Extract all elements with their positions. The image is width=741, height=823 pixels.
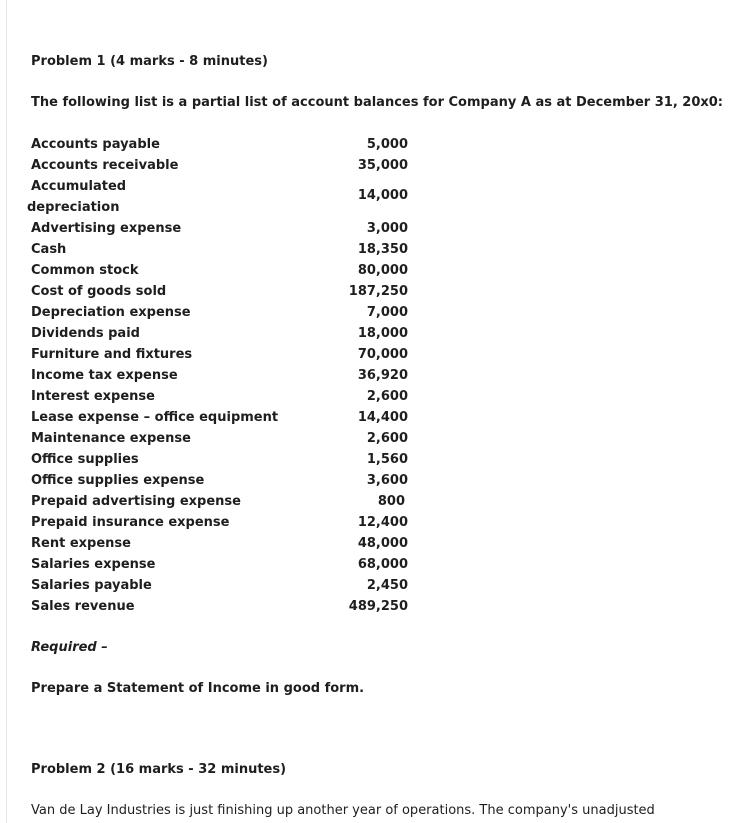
account-value: 5,000 (366, 137, 408, 152)
account-value: 68,000 (357, 557, 408, 572)
account-name: Advertising expense (31, 221, 182, 236)
account-value: 2,600 (366, 431, 408, 446)
account-value: 3,600 (366, 473, 408, 488)
required-label: Required – (31, 640, 108, 655)
account-value: 70,000 (357, 347, 408, 362)
account-value: 14,000 (357, 188, 408, 203)
account-name: Sales revenue (31, 599, 135, 614)
account-name: Salaries expense (31, 557, 156, 572)
account-value: 48,000 (357, 536, 408, 551)
account-name: Furniture and fixtures (31, 347, 193, 362)
problem1-intro: The following list is a partial list of account balances for Company A as at December 31, 20x0: (31, 95, 724, 110)
account-name: Depreciation expense (31, 305, 191, 320)
account-name: Cost of goods sold (31, 284, 167, 299)
account-name: Accumulated depreciation (27, 179, 127, 215)
account-value: 2,600 (366, 389, 408, 404)
account-value: 18,000 (357, 326, 408, 341)
account-name: Dividends paid (31, 326, 140, 341)
account-name: Interest expense (31, 389, 155, 404)
account-value: 800 (377, 494, 405, 509)
problem1-instruction: Prepare a Statement of Income in good form. (31, 681, 365, 696)
account-value: 14,400 (357, 410, 408, 425)
account-name: Prepaid advertising expense (31, 494, 241, 509)
account-name: Accounts receivable (31, 158, 179, 173)
account-name: Rent expense (31, 536, 131, 551)
problem2-intro: Van de Lay Industries is just finishing up another year of operations. The company's unadjusted (31, 803, 655, 818)
account-value: 2,450 (366, 578, 408, 593)
problem1-heading: Problem 1 (4 marks - 8 minutes) (31, 54, 268, 69)
account-name: Cash (31, 242, 67, 257)
account-name: Maintenance expense (31, 431, 191, 446)
account-name: Office supplies (31, 452, 139, 467)
account-value: 12,400 (357, 515, 408, 530)
problem2-heading: Problem 2 (16 marks - 32 minutes) (31, 762, 287, 777)
account-value: 187,250 (348, 284, 408, 299)
account-name: Income tax expense (31, 368, 178, 383)
account-value: 36,920 (357, 368, 408, 383)
left-border-rule (6, 0, 7, 823)
account-name: Office supplies expense (31, 473, 205, 488)
account-name: Lease expense – office equipment (31, 410, 279, 425)
account-value: 18,350 (357, 242, 408, 257)
account-value: 35,000 (357, 158, 408, 173)
account-value: 7,000 (366, 305, 408, 320)
account-value: 3,000 (366, 221, 408, 236)
account-name: Prepaid insurance expense (31, 515, 230, 530)
account-name: Accounts payable (31, 137, 160, 152)
account-name: Salaries payable (31, 578, 152, 593)
account-name: Common stock (31, 263, 139, 278)
account-value: 1,560 (366, 452, 408, 467)
account-value: 80,000 (357, 263, 408, 278)
account-value: 489,250 (348, 599, 408, 614)
